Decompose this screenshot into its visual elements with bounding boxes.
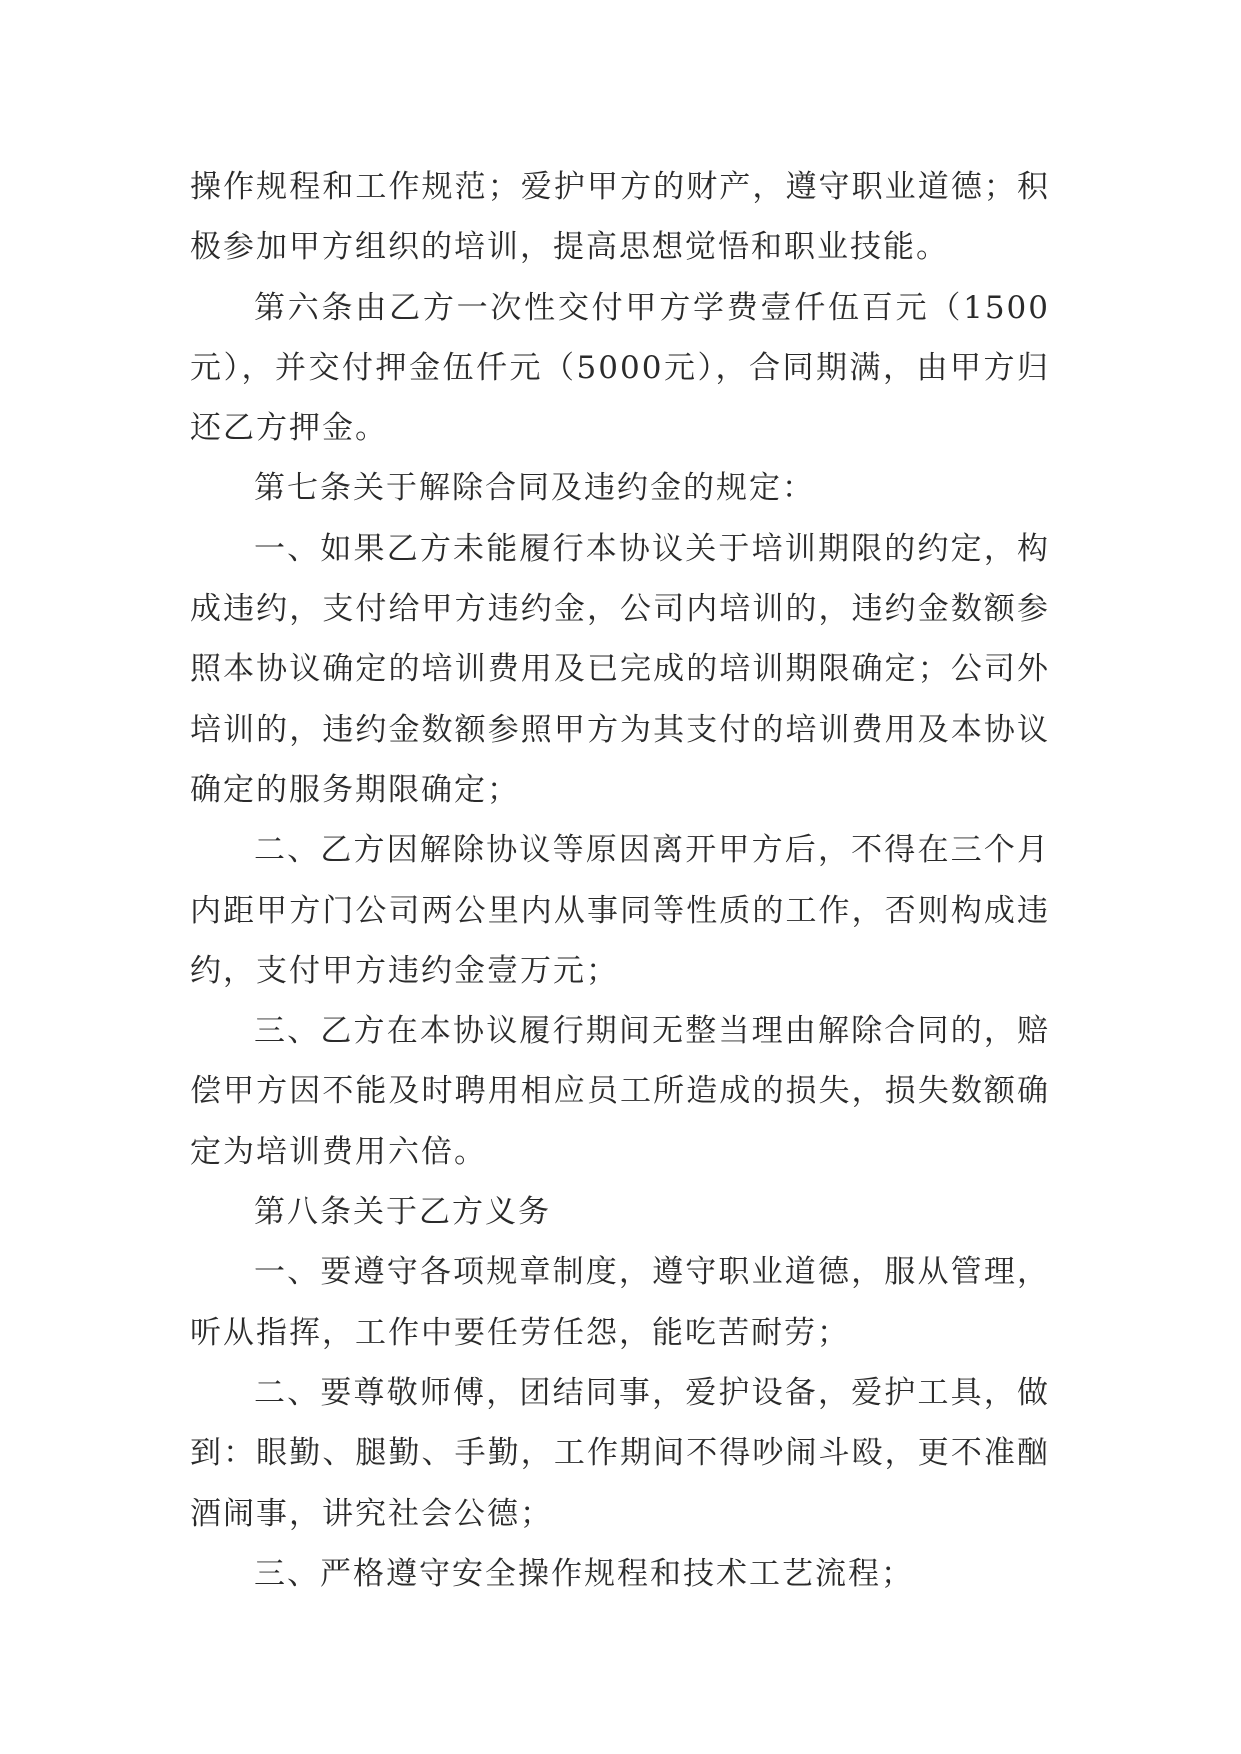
paragraph-article-8-heading: 第八条关于乙方义务 bbox=[254, 1194, 551, 1231]
paragraph-article-8-item-1: 一、要遵守各项规章制度，遵守职业道德，服从管理，听从指挥，工作中要任劳任怨，能吃苦耐劳； bbox=[190, 1254, 1050, 1351]
document-body bbox=[190, 157, 1050, 1604]
paragraph-article-7-item-3: 三、乙方在本协议履行期间无整当理由解除合同的，赔偿甲方因不能及时聘用相应员工所造成的损失，损失数额确定为培训费用六倍。 bbox=[190, 1013, 1050, 1170]
paragraph-article-6: 第六条由乙方一次性交付甲方学费壹仟伍百元（1500元），并交付押金伍仟元（5000元），合同期满，由甲方归还乙方押金。 bbox=[190, 289, 1050, 447]
paragraph-article-8-item-3: 三、严格遵守安全操作规程和技术工艺流程； bbox=[254, 1555, 914, 1592]
paragraph-article-8-item-2: 二、要尊敬师傅，团结同事，爱护设备，爱护工具，做到：眼勤、腿勤、手勤，工作期间不得吵闹斗殴，更不准酗酒闹事，讲究社会公德； bbox=[190, 1374, 1050, 1532]
paragraph-continuation: 操作规程和工作规范；爱护甲方的财产，遵守职业道德；积极参加甲方组织的培训，提高思想觉悟和职业技能。 bbox=[190, 169, 1050, 266]
paragraph-article-7-item-2: 二、乙方因解除协议等原因离开甲方后，不得在三个月内距甲方门公司两公里内从事同等性质的工作，否则构成违约，支付甲方违约金壹万元； bbox=[190, 832, 1050, 989]
paragraph-article-7-heading: 第七条关于解除合同及违约金的规定： bbox=[254, 470, 815, 507]
paragraph-article-7-item-1: 一、如果乙方未能履行本协议关于培训期限的约定，构成违约，支付给甲方违约金，公司内培训的，违约金数额参照本协议确定的培训费用及已完成的培训期限确定；公司外培训的，违约金数额参照甲方为其支付的培训费用及本协议确定的服务期限确定； bbox=[190, 530, 1050, 808]
